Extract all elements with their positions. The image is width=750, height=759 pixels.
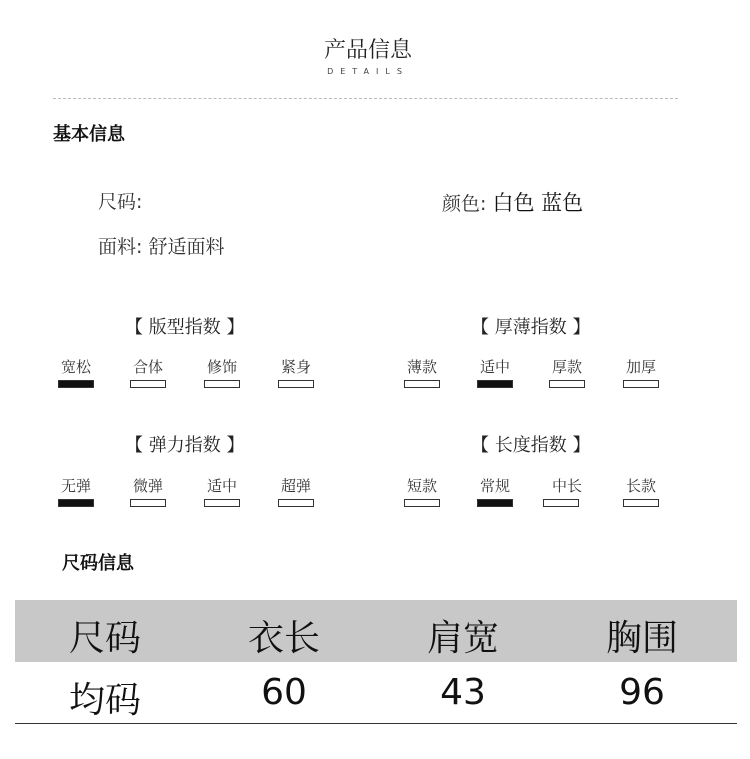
index-stretch-bar <box>130 499 166 507</box>
index-thickness-option: 厚款 <box>551 358 582 376</box>
index-length-bar <box>404 499 440 507</box>
dotted-divider <box>53 98 678 99</box>
size-table-header-cell: 尺码 <box>68 618 141 659</box>
index-length-option: 长款 <box>625 477 656 495</box>
index-thickness-option: 薄款 <box>406 358 437 376</box>
basic-info-heading: 基本信息 <box>53 124 125 145</box>
fabric-label: 面料: <box>98 236 143 258</box>
page-title: 产品信息 <box>323 38 412 63</box>
page-subtitle: DETAILS <box>327 67 409 76</box>
size-table-header-cell: 肩宽 <box>426 618 499 659</box>
index-stretch-bar <box>204 499 240 507</box>
index-stretch-option: 无弹 <box>60 477 91 495</box>
size-table-cell: 60 <box>261 672 307 713</box>
index-fit-bar <box>130 380 166 388</box>
index-fit-option: 修饰 <box>206 358 237 376</box>
index-length-bar <box>543 499 579 507</box>
index-title-thickness: 【 厚薄指数 】 <box>471 317 591 338</box>
size-label: 尺码: <box>98 191 143 213</box>
fabric-row <box>98 232 224 259</box>
index-stretch-bar <box>58 499 94 507</box>
size-info-heading: 尺码信息 <box>62 553 134 574</box>
size-row <box>98 187 142 214</box>
index-title-stretch: 【 弹力指数 】 <box>125 435 245 456</box>
index-length-option: 常规 <box>479 477 510 495</box>
index-stretch-option: 超弹 <box>280 477 311 495</box>
index-thickness-bar <box>623 380 659 388</box>
index-fit-bar <box>58 380 94 388</box>
color-value: 白色 蓝色 <box>492 191 584 215</box>
index-stretch-option: 适中 <box>206 477 237 495</box>
size-table-header-cell: 胸围 <box>605 618 678 659</box>
index-thickness-bar <box>549 380 585 388</box>
index-length-option: 短款 <box>406 477 437 495</box>
index-title-length: 【 长度指数 】 <box>471 435 591 456</box>
index-length-bar <box>477 499 513 507</box>
index-fit-bar <box>204 380 240 388</box>
index-thickness-bar <box>477 380 513 388</box>
index-stretch-bar <box>278 499 314 507</box>
index-thickness-option: 适中 <box>479 358 510 376</box>
index-title-fit: 【 版型指数 】 <box>125 317 245 338</box>
index-length-bar <box>623 499 659 507</box>
index-fit-option: 紧身 <box>280 358 311 376</box>
table-bottom-rule <box>15 723 737 724</box>
index-thickness-option: 加厚 <box>625 358 656 376</box>
size-table-cell: 均码 <box>68 680 141 721</box>
color-row <box>442 187 583 217</box>
size-table-cell: 96 <box>619 672 665 713</box>
index-length-option: 中长 <box>551 477 582 495</box>
size-table-cell: 43 <box>440 672 486 713</box>
index-stretch-option: 微弹 <box>132 477 163 495</box>
size-table-header-cell: 衣长 <box>247 618 320 659</box>
index-fit-bar <box>278 380 314 388</box>
color-label: 颜色: <box>442 193 487 215</box>
index-fit-option: 合体 <box>132 358 163 376</box>
fabric-value: 舒适面料 <box>148 236 225 258</box>
index-fit-option: 宽松 <box>60 358 91 376</box>
index-thickness-bar <box>404 380 440 388</box>
